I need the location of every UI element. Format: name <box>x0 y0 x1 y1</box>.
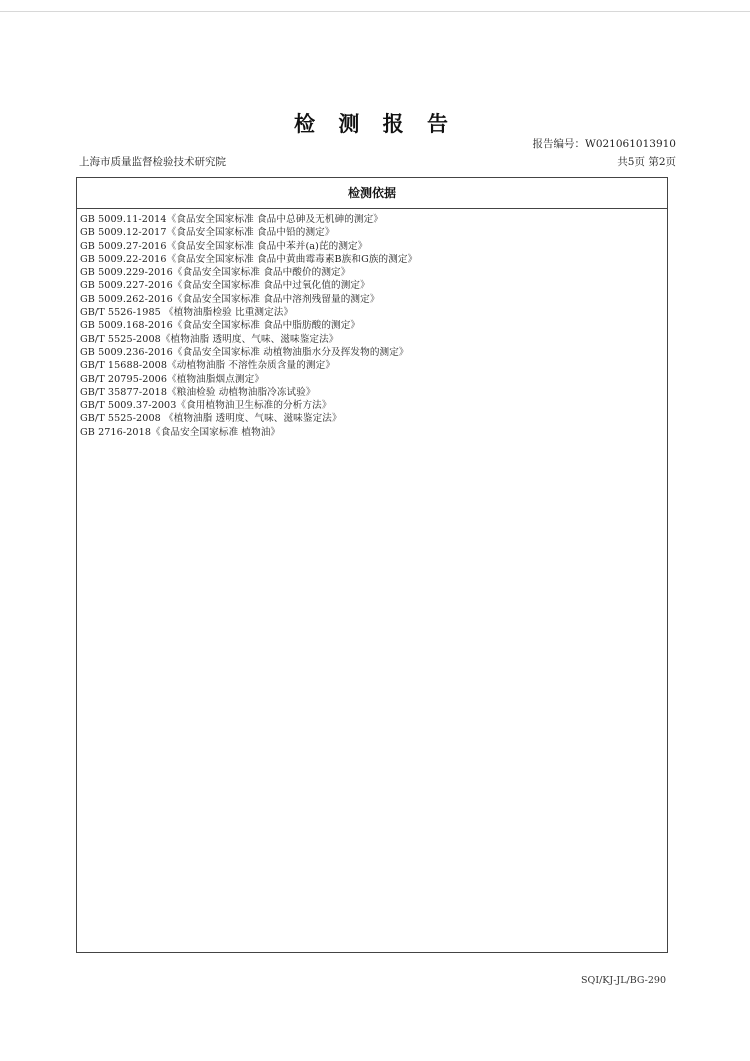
list-item: GB 5009.227-2016《食品安全国家标准 食品中过氧化值的测定》 <box>80 280 370 292</box>
list-item: GB/T 5526-1985 《植物油脂检验 比重测定法》 <box>80 307 294 319</box>
list-item: GB 5009.27-2016《食品安全国家标准 食品中苯并(a)芘的测定》 <box>80 240 368 252</box>
form-code: SQI/KJ-JL/BG-290 <box>581 975 666 986</box>
list-item: GB/T 35877-2018《粮油检验 动植物油脂冷冻试验》 <box>80 386 316 398</box>
page-indicator: 共5页 第2页 <box>617 156 676 168</box>
list-item: GB 5009.22-2016《食品安全国家标准 食品中黄曲霉毒素B族和G族的测定》 <box>80 253 418 265</box>
testing-basis-frame <box>76 177 668 953</box>
list-item: GB/T 15688-2008《动植物油脂 不溶性杂质含量的测定》 <box>80 360 336 372</box>
list-item: GB 2716-2018《食品安全国家标准 植物油》 <box>80 426 281 438</box>
list-item: GB 5009.168-2016《食品安全国家标准 食品中脂肪酸的测定》 <box>80 320 361 332</box>
list-item: GB 5009.236-2016《食品安全国家标准 动植物油脂水分及挥发物的测定》 <box>80 346 409 358</box>
testing-basis-list <box>77 209 667 439</box>
list-item: GB 5009.229-2016《食品安全国家标准 食品中酸价的测定》 <box>80 267 351 279</box>
institute-name: 上海市质量监督检验技术研究院 <box>79 156 226 168</box>
list-item: GB/T 5009.37-2003《食用植物油卫生标准的分析方法》 <box>80 400 332 412</box>
scan-edge-line <box>0 11 750 12</box>
report-title: 检 测 报 告 <box>294 112 456 136</box>
report-number: 报告编号：W021061013910 <box>532 138 676 150</box>
section-heading: 检测依据 <box>77 178 667 209</box>
list-item: GB 5009.12-2017《食品安全国家标准 食品中铅的测定》 <box>80 227 335 239</box>
list-item: GB 5009.262-2016《食品安全国家标准 食品中溶剂残留量的测定》 <box>80 293 380 305</box>
list-item: GB/T 20795-2006《植物油脂烟点测定》 <box>80 373 265 385</box>
list-item: GB 5009.11-2014《食品安全国家标准 食品中总砷及无机砷的测定》 <box>80 214 384 225</box>
list-item: GB/T 5525-2008《植物油脂 透明度、气味、滋味鉴定法》 <box>80 333 339 345</box>
list-item: GB/T 5525-2008 《植物油脂 透明度、气味、滋味鉴定法》 <box>80 413 342 425</box>
